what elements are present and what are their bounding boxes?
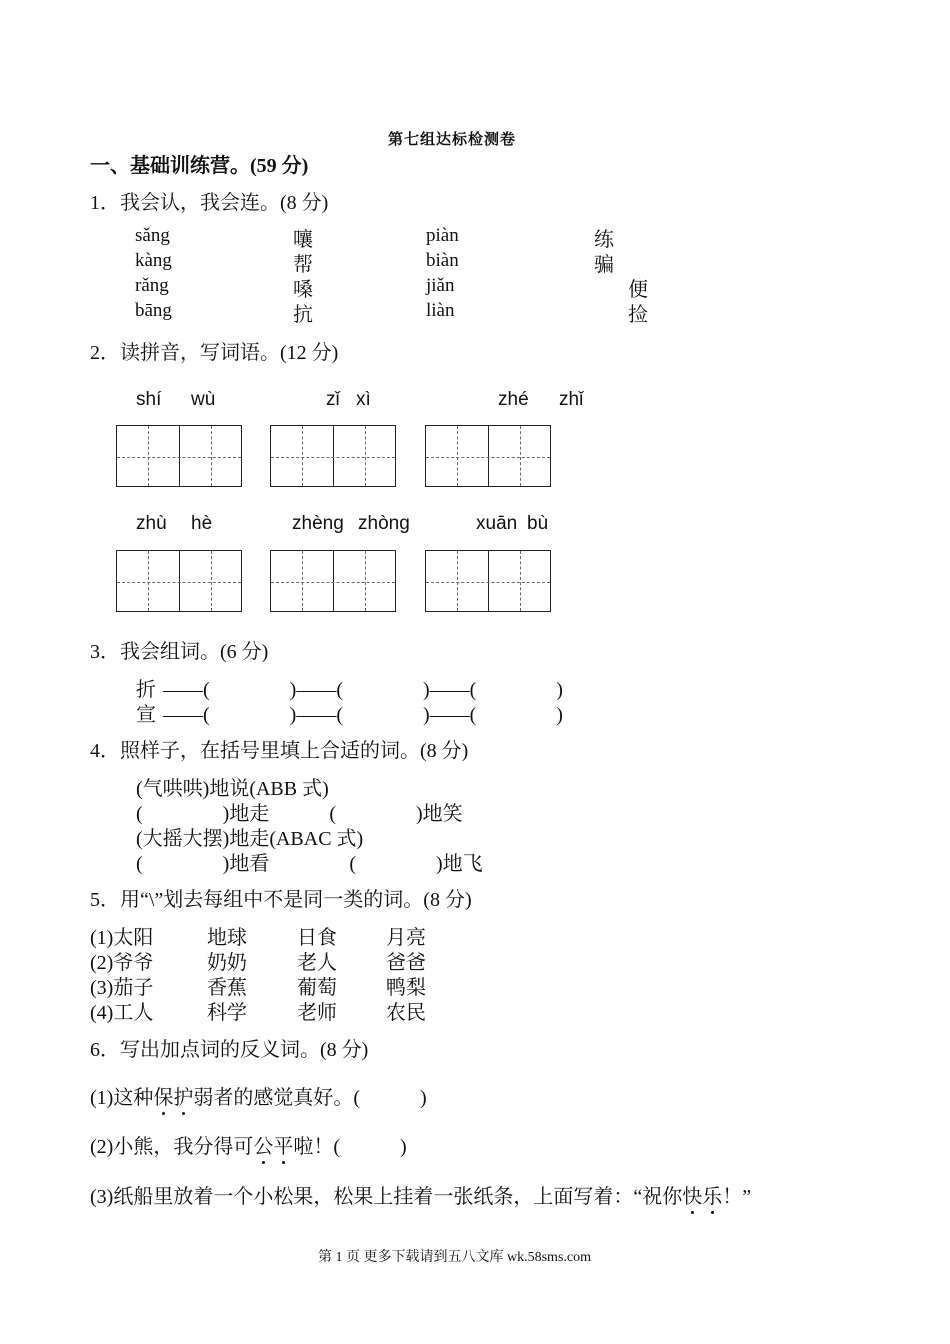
q1-char-left: 抗 (293, 304, 313, 326)
dotted-word (682, 1186, 722, 1208)
dotted-char: 护 (173, 1081, 193, 1110)
q4-line: ( )地走 ( )地笑 (136, 803, 463, 825)
pinyin-syllable: zhù (136, 513, 167, 534)
page-title: 第七组达标检测卷 (388, 132, 517, 148)
q5-word: (3)茄子 (90, 977, 154, 999)
q1-pinyin-right: jiǎn (426, 275, 455, 296)
pinyin-syllable: bù (527, 513, 549, 534)
q5-word: 鸭梨 (386, 977, 426, 999)
q6-sentence-1 (90, 1081, 427, 1110)
q1-pinyin-left: kàng (135, 250, 172, 271)
q1-pinyin-right: piàn (426, 225, 459, 246)
q5-word: 老人 (297, 952, 337, 974)
q1-char-right: 骗 (594, 254, 614, 276)
question-4-label: 4．照样子，在括号里填上合适的词。(8 分) (90, 740, 469, 762)
q5-word: (1)太阳 (90, 927, 154, 949)
q5-word: 老师 (297, 1002, 337, 1024)
q5-word: 科学 (207, 1002, 247, 1024)
dotted-char: 保 (153, 1081, 173, 1110)
writing-grid[interactable] (425, 550, 551, 612)
pinyin-syllable: shí (136, 389, 162, 410)
q1-char-right: 便 (628, 279, 648, 301)
q6-sentence-3 (90, 1180, 751, 1209)
question-2-label: 2．读拼音，写词语。(12 分) (90, 342, 339, 364)
q5-word: 日食 (297, 927, 337, 949)
question-5-label: 5．用“\”划去每组中不是同一类的词。(8 分) (90, 889, 472, 911)
pinyin-syllable: zǐ (326, 389, 340, 410)
q1-char-right: 捡 (628, 304, 648, 326)
q6-sentence-2 (90, 1130, 407, 1159)
q6-text: (3)纸船里放着一个小松果，松果上挂着一张纸条，上面写着：“祝你 (90, 1186, 683, 1208)
q1-char-left: 帮 (293, 254, 313, 276)
writing-grid[interactable] (116, 425, 242, 487)
question-3-label: 3．我会组词。(6 分) (90, 641, 269, 663)
q1-pinyin-left: rǎng (135, 275, 169, 296)
q3-char: 宣 (136, 704, 156, 726)
dotted-word (153, 1087, 193, 1109)
q6-text: 弱者的感觉真好。( ) (193, 1087, 427, 1109)
q5-word: 奶奶 (207, 952, 247, 974)
dotted-char: 快 (682, 1180, 702, 1209)
q3-blanks: ——( )——( )——( ) (163, 704, 563, 726)
q5-word: 葡萄 (297, 977, 337, 999)
q6-text: 啦！( ) (293, 1136, 407, 1158)
q1-char-left: 嚷 (293, 229, 313, 251)
section-heading: 一、基础训练营。(59 分) (90, 155, 309, 177)
q5-word: 香蕉 (207, 977, 247, 999)
q4-line: (气哄哄)地说(ABB 式) (136, 778, 329, 800)
q5-word: (2)爷爷 (90, 952, 154, 974)
q5-word: (4)工人 (90, 1002, 154, 1024)
dotted-char: 公 (253, 1130, 273, 1159)
q6-text: (1)这种 (90, 1087, 154, 1109)
writing-grid[interactable] (116, 550, 242, 612)
q1-pinyin-right: biàn (426, 250, 459, 271)
q5-word: 月亮 (386, 927, 426, 949)
pinyin-syllable: xuān (476, 513, 518, 534)
q3-blanks: ——( )——( )——( ) (163, 679, 563, 701)
q4-line: (大摇大摆)地走(ABAC 式) (136, 828, 364, 850)
pinyin-syllable: zhèng (292, 513, 344, 534)
pinyin-syllable: zhǐ (559, 389, 584, 410)
pinyin-syllable: zhé (498, 389, 529, 410)
q6-text: ！” (722, 1186, 752, 1208)
q6-text: (2)小熊，我分得可 (90, 1136, 254, 1158)
q5-word: 地球 (207, 927, 247, 949)
q3-char: 折 (136, 679, 156, 701)
q1-pinyin-left: bāng (135, 300, 172, 321)
pinyin-syllable: zhòng (358, 513, 410, 534)
writing-grid[interactable] (270, 550, 396, 612)
question-1-label: 1．我会认，我会连。(8 分) (90, 192, 329, 214)
dotted-word (253, 1136, 293, 1158)
q1-char-left: 嗓 (293, 279, 313, 301)
q5-word: 农民 (386, 1002, 426, 1024)
dotted-char: 平 (273, 1130, 293, 1159)
writing-grid[interactable] (425, 425, 551, 487)
q4-line: ( )地看 ( )地飞 (136, 853, 483, 875)
writing-grid[interactable] (270, 425, 396, 487)
q1-pinyin-left: sǎng (135, 225, 170, 246)
pinyin-syllable: hè (191, 513, 213, 534)
pinyin-syllable: wù (191, 389, 216, 410)
question-6-label: 6．写出加点词的反义词。(8 分) (90, 1039, 369, 1061)
q1-char-right: 练 (594, 229, 614, 251)
dotted-char: 乐 (702, 1180, 722, 1209)
page-footer: 第 1 页 更多下载请到五八文库 wk.58sms.com (318, 1250, 591, 1265)
q1-pinyin-right: liàn (426, 300, 455, 321)
pinyin-syllable: xì (356, 389, 371, 410)
q5-word: 爸爸 (386, 952, 426, 974)
